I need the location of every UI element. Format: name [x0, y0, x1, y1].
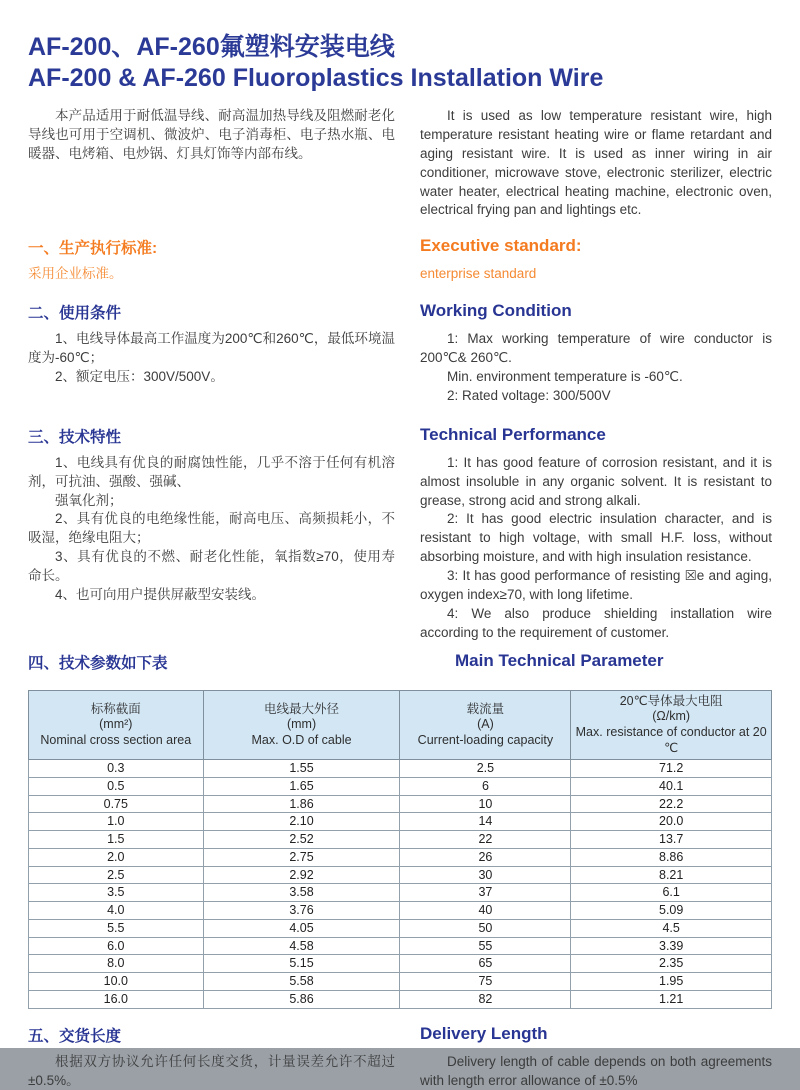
page-title-en: AF-200 & AF-260 Fluoroplastics Installation Wire — [28, 64, 604, 92]
paragraph: 1、电线具有优良的耐腐蚀性能，几乎不溶于任何有机溶剂，可抗油、强酸、强碱、 — [28, 454, 395, 489]
working-condition-body-en — [420, 330, 772, 406]
table-cell: 10.0 — [29, 973, 204, 991]
page-header — [28, 32, 772, 94]
table-cell: 30 — [400, 866, 571, 884]
table-row — [29, 795, 772, 813]
parameters-heading-en: Main Technical Parameter — [455, 650, 664, 670]
table-row — [29, 760, 772, 778]
table-row — [29, 777, 772, 795]
table-header-cell — [203, 690, 400, 760]
table-cell: 26 — [400, 848, 571, 866]
standard-heading-cn: 一、生产执行标准: — [28, 240, 158, 258]
table-cell: 65 — [400, 955, 571, 973]
table-cell: 1.86 — [203, 795, 400, 813]
table-cell: 40 — [400, 902, 571, 920]
table-cell: 37 — [400, 884, 571, 902]
table-cell: 6.1 — [571, 884, 772, 902]
technical-parameter-table — [28, 690, 772, 1009]
paragraph: 1: Max working temperature of wire conductor is 200℃& 260℃. — [420, 331, 772, 366]
intro-section-cn — [28, 107, 395, 220]
table-cell: 1.21 — [571, 990, 772, 1008]
delivery-section-en — [420, 1024, 772, 1090]
table-row — [29, 937, 772, 955]
table-cell: 16.0 — [29, 990, 204, 1008]
table-header-line: (mm) — [286, 717, 317, 732]
table-cell: 2.35 — [571, 955, 772, 973]
paragraph: 1: It has good feature of corrosion resistant, and it is almost insoluble in any organic solvent. It is resistant to grease, strong acid and strong alkali. — [420, 454, 772, 508]
table-row — [29, 848, 772, 866]
table-header-cell — [571, 690, 772, 760]
table-cell: 1.0 — [29, 813, 204, 831]
paragraph: 3: It has good performance of resisting ☒e and aging, oxygen index≥70, with long lifetime. — [420, 568, 772, 603]
table-cell: 4.0 — [29, 902, 204, 920]
table-row — [29, 866, 772, 884]
standard-section-cn — [28, 236, 395, 284]
table-cell: 50 — [400, 919, 571, 937]
table-cell: 1.5 — [29, 831, 204, 849]
table-row — [29, 813, 772, 831]
table-cell: 1.65 — [203, 777, 400, 795]
table-header-line: Nominal cross section area — [40, 732, 192, 747]
table-cell: 55 — [400, 937, 571, 955]
table-cell: 8.21 — [571, 866, 772, 884]
table-header-cell — [400, 690, 571, 760]
working-condition-heading-cn: 二、使用条件 — [28, 305, 122, 323]
table-head — [29, 690, 772, 760]
table-cell: 4.58 — [203, 937, 400, 955]
table-cell: 40.1 — [571, 777, 772, 795]
table-header-line: (Ω/km) — [652, 709, 691, 724]
standard-heading-en: Executive standard: — [420, 236, 582, 256]
table-cell: 8.86 — [571, 848, 772, 866]
table-header-line: 标称截面 — [90, 701, 141, 716]
table-header-line: Max. resistance of conductor at 20 ℃ — [575, 724, 767, 755]
table-cell: 4.05 — [203, 919, 400, 937]
table-header-line: 载流量 — [466, 701, 505, 716]
table-cell: 2.0 — [29, 848, 204, 866]
table-row — [29, 973, 772, 991]
paragraph: 2、额定电压：300V/500V。 — [55, 369, 224, 385]
table-cell: 6 — [400, 777, 571, 795]
technical-performance-heading-cn: 三、技术特性 — [28, 428, 122, 446]
paragraph: 4、也可向用户提供屏蔽型安装线。 — [55, 587, 266, 603]
table-header-line: Current-loading capacity — [417, 732, 554, 747]
delivery-heading-cn: 五、交货长度 — [28, 1027, 122, 1045]
paragraph: 4: We also produce shielding installation wire according to the requirement of customer. — [420, 605, 772, 640]
table-cell: 2.5 — [400, 760, 571, 778]
table-row — [29, 990, 772, 1008]
technical-performance-body-cn — [28, 454, 395, 605]
table-cell: 2.75 — [203, 848, 400, 866]
table-row — [29, 902, 772, 920]
table-cell: 5.5 — [29, 919, 204, 937]
table-cell: 0.3 — [29, 760, 204, 778]
table-row — [29, 919, 772, 937]
working-condition-heading-en: Working Condition — [420, 301, 572, 321]
table-cell: 2.5 — [29, 866, 204, 884]
table-cell: 0.5 — [29, 777, 204, 795]
delivery-heading-en: Delivery Length — [420, 1023, 548, 1043]
table-cell: 82 — [400, 990, 571, 1008]
paragraph: 强氧化剂； — [55, 492, 123, 508]
table-cell: 6.0 — [29, 937, 204, 955]
intro-section-en — [420, 107, 772, 220]
technical-performance-heading-en: Technical Performance — [420, 424, 606, 444]
table-row — [29, 884, 772, 902]
table-cell: 4.5 — [571, 919, 772, 937]
table-cell: 3.39 — [571, 937, 772, 955]
table-header-line: 电线最大外径 — [264, 701, 340, 716]
table-cell: 10 — [400, 795, 571, 813]
table-body — [29, 760, 772, 1009]
table-cell: 14 — [400, 813, 571, 831]
two-column-body — [28, 94, 772, 690]
table-cell: 22.2 — [571, 795, 772, 813]
working-condition-section-en — [420, 301, 772, 406]
table-header-line: Max. O.D of cable — [251, 732, 352, 747]
table-cell: 5.15 — [203, 955, 400, 973]
table-cell: 8.0 — [29, 955, 204, 973]
table-header-cell — [29, 690, 204, 760]
delivery-row — [28, 1009, 772, 1090]
table-cell: 3.5 — [29, 884, 204, 902]
technical-performance-body-en — [420, 454, 772, 643]
table-cell: 5.58 — [203, 973, 400, 991]
working-condition-body-cn — [28, 330, 395, 387]
table-header-line: 20℃导体最大电阻 — [619, 693, 723, 708]
table-cell: 2.92 — [203, 866, 400, 884]
table-cell: 71.2 — [571, 760, 772, 778]
table-row — [29, 955, 772, 973]
table-cell: 2.10 — [203, 813, 400, 831]
table-header-line: (A) — [477, 717, 494, 732]
table-row — [29, 831, 772, 849]
parameters-heading-cn: 四、技术参数如下表 — [28, 654, 168, 672]
paragraph: 2: Rated voltage: 300/500V — [447, 387, 611, 403]
delivery-section-cn — [28, 1024, 395, 1090]
table-cell: 75 — [400, 973, 571, 991]
standard-body-cn: 采用企业标准。 — [28, 266, 123, 282]
standard-body-en: enterprise standard — [420, 266, 537, 282]
page-title-cn: AF-200、AF-260氟塑料安装电线 — [28, 33, 395, 61]
table-cell: 22 — [400, 831, 571, 849]
table-cell: 1.95 — [571, 973, 772, 991]
table-cell: 0.75 — [29, 795, 204, 813]
table-cell: 13.7 — [571, 831, 772, 849]
table-cell: 2.52 — [203, 831, 400, 849]
parameters-heading-section-cn — [28, 651, 395, 680]
paragraph: 3、具有优良的不燃、耐老化性能，氧指数≥70，使用寿命长。 — [28, 549, 395, 584]
technical-performance-section-en — [420, 425, 772, 643]
standard-section-en — [420, 236, 772, 284]
paragraph: Min. environment temperature is -60℃. — [447, 369, 683, 385]
delivery-body-cn: 根据双方协议允许任何长度交货，计量误差允许不超过±0.5%。 — [28, 1053, 395, 1088]
delivery-body-en: Delivery length of cable depends on both agreements with length error allowance of ±0.5% — [420, 1053, 772, 1088]
table-cell: 20.0 — [571, 813, 772, 831]
table-cell: 3.58 — [203, 884, 400, 902]
paragraph: 2: It has good electric insulation character, and is resistant to high voltage, with small H.F. loss, without absorbing moisture, and with high insulation resistance. — [420, 511, 772, 565]
table-header-line: (mm²) — [99, 717, 133, 732]
technical-performance-section-cn — [28, 425, 395, 643]
paragraph: 2、具有优良的电绝缘性能，耐高电压、高频损耗小，不吸湿，绝缘电阻大； — [28, 511, 395, 546]
table-cell: 5.09 — [571, 902, 772, 920]
working-condition-section-cn — [28, 301, 395, 406]
table-cell: 3.76 — [203, 902, 400, 920]
intro-paragraph-cn: 本产品适用于耐低温导线、耐高温加热导线及阻燃耐老化导线也可用于空调机、微波炉、电子消毒柜、电子热水瓶、电暖器、电烤箱、电炒锅、灯具灯饰等内部布线。 — [28, 108, 395, 161]
intro-paragraph-en: It is used as low temperature resistant wire, high temperature resistant heating wire or flame retardant and aging resistant wire. It is used as inner wiring in air conditioner, microwave stove, electronic sterilizer, electric water heater, electrical heating machine, electronic oven, electrical frying pan and lightings etc. — [420, 108, 772, 218]
table-header-row — [29, 690, 772, 760]
table-cell: 5.86 — [203, 990, 400, 1008]
table-cell: 1.55 — [203, 760, 400, 778]
paragraph: 1、电线导体最高工作温度为200℃和260℃，最低环境温度为-60℃； — [28, 331, 395, 366]
parameters-heading-section-en — [420, 651, 772, 680]
